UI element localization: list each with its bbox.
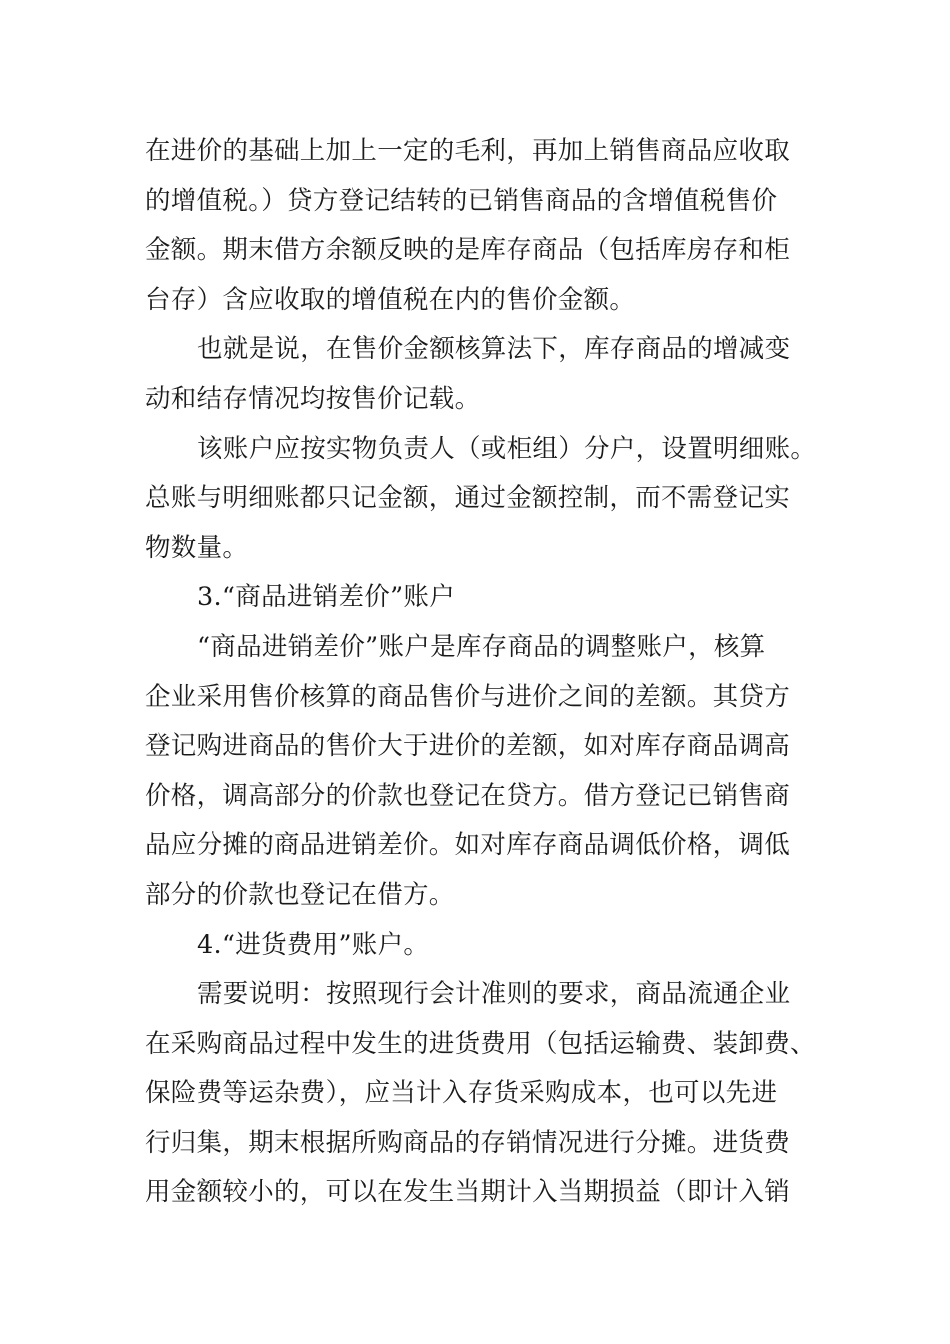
text-line: 台存）含应收取的增值税在内的售价金额。 [145,284,636,315]
text-line: 用金额较小的，可以在发生当期计入当期损益（即计入销 [145,1177,791,1208]
document-body [145,127,815,1218]
text-line: 保险费等运杂费），应当计入存货采购成本，也可以先进 [145,1078,778,1109]
text-line: 行归集，期末根据所购商品的存销情况进行分摊。进货费 [145,1127,791,1158]
text-line: 总账与明细账都只记金额，通过金额控制，而不需登记实 [145,483,791,514]
text-line: 登记购进商品的售价大于进价的差额，如对库存商品调高 [145,731,791,762]
text-line: 品应分摊的商品进销差价。如对库存商品调低价格，调低 [145,830,791,861]
text-line: 3.“商品进销差价”账户 [197,582,456,613]
text-line: 在采购商品过程中发生的进货费用（包括运输费、装卸费、 [145,1028,816,1059]
text-line: 该账户应按实物负责人（或柜组）分户，设置明细账。 [197,433,817,464]
text-line: 的增值税。）贷方登记结转的已销售商品的含增值税售价 [145,185,778,216]
text-line: 企业采用售价核算的商品售价与进价之间的差额。其贷方 [145,681,791,712]
text-line: 物数量。 [145,532,249,563]
text-line: 动和结存情况均按售价记载。 [145,383,481,414]
text-line: “商品进销差价”账户是库存商品的调整账户，核算 [197,631,766,662]
text-line: 金额。期末借方余额反映的是库存商品（包括库房存和柜 [145,235,791,266]
text-line: 在进价的基础上加上一定的毛利，再加上销售商品应收取 [145,136,791,166]
text-line: 4.“进货费用”账户。 [197,929,430,960]
text-line: 需要说明：按照现行会计准则的要求，商品流通企业 [197,979,791,1010]
text-line: 也就是说，在售价金额核算法下，库存商品的增减变 [197,334,791,365]
text-line: 价格，调高部分的价款也登记在贷方。借方登记已销售商 [145,780,791,811]
text-line: 部分的价款也登记在借方。 [145,879,455,910]
